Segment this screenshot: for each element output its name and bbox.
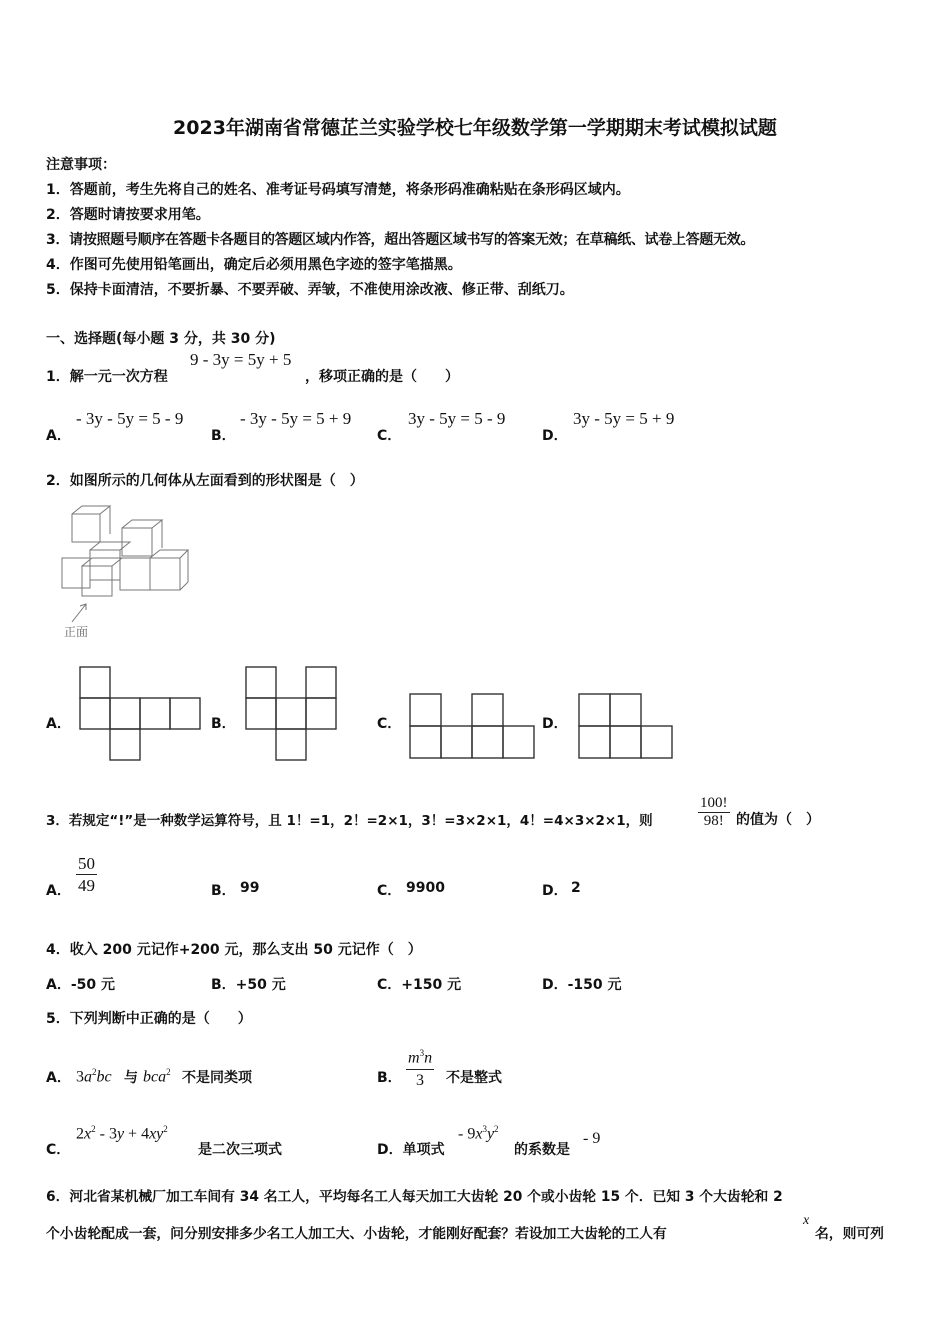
q5-option-c-end: 是二次三项式: [198, 1142, 282, 1158]
notice-heading: 注意事项：: [46, 157, 116, 173]
q6-line1: 6．河北省某机械厂加工车间有 34 名工人，平均每名工人每天加工大齿轮 20 个或小齿轮 15 个．已知 3 个大齿轮和 2: [46, 1189, 783, 1205]
q2-option-a-figure: [78, 665, 202, 763]
q1-option-c: 3y - 5y = 5 - 9: [408, 409, 506, 428]
q1-option-c-label: C．: [377, 428, 402, 444]
q5-option-a-mid: 与: [124, 1070, 138, 1086]
q2-option-c-label: C．: [377, 716, 402, 732]
q3-option-a-numerator: 50: [78, 854, 95, 873]
q5-option-a-label: A．: [46, 1070, 71, 1086]
q1-prefix: 1．解一元一次方程: [46, 369, 168, 385]
figure-caption: 正面: [64, 625, 89, 639]
q3-option-c: 9900: [406, 880, 445, 896]
q2-text: 2．如图所示的几何体从左面看到的形状图是（ ）: [46, 473, 364, 489]
q5-option-a-term1: $3a^2bc$: [76, 1067, 112, 1086]
q2-option-b-label: B．: [211, 716, 236, 732]
q3-option-a-fraction: [76, 853, 97, 896]
q3-option-a-denominator: 49: [78, 876, 95, 895]
q4-option-b: B．+50 元: [211, 977, 286, 993]
q1-option-b: - 3y - 5y = 5 + 9: [240, 409, 352, 428]
q5-option-b-end: 不是整式: [446, 1070, 502, 1086]
q4-option-d: D．-150 元: [542, 977, 622, 993]
q4-option-c: C．+150 元: [377, 977, 462, 993]
q1-option-d: 3y - 5y = 5 + 9: [573, 409, 675, 428]
q5-option-d-label: D．单项式: [377, 1142, 445, 1158]
q3-option-d: 2: [571, 880, 581, 896]
page-title: 2023年湖南省常德芷兰实验学校七年级数学第一学期期末考试模拟试题: [173, 117, 777, 139]
q3-text: 3．若规定“!”是一种数学运算符号，且 1！=1，2！=2×1，3！=3×2×1，4！=4×3×2×1，则: [46, 813, 653, 829]
q6-line2-a: 个小齿轮配成一套，问分别安排多少名工人加工大、小齿轮，才能刚好配套？若设加工大齿轮的工人有: [46, 1226, 667, 1242]
q1-option-b-label: B．: [211, 428, 236, 444]
q3-option-c-label: C．: [377, 883, 402, 899]
q1-option-d-label: D．: [542, 428, 568, 444]
q5-option-a-term2: bca$^2$: [143, 1067, 171, 1086]
q2-option-c-figure: [408, 692, 536, 760]
q6-line2-b: 名，则可列: [815, 1226, 884, 1242]
q3-option-b-label: B．: [211, 883, 236, 899]
q5-option-c-expr: $2x^2 - 3y + 4xy^2$: [76, 1124, 168, 1143]
q3-fraction: [698, 795, 730, 830]
q5-option-c-label: C．: [46, 1142, 71, 1158]
section-heading: 一、选择题(每小题 3 分，共 30 分): [46, 331, 276, 347]
q5-option-a-end: 不是同类项: [182, 1070, 252, 1086]
q5-option-d-expr: - $9x^3y^2$: [458, 1124, 499, 1143]
q3-fraction-denominator: 98!: [703, 813, 724, 829]
q3-suffix: 的值为（ ）: [736, 812, 820, 828]
q5-option-b-fraction: $\frac{m^3n}{3}$: [406, 1042, 434, 1092]
notice-item: 3．请按照题号顺序在答题卡各题目的答题区域内作答，超出答题区域书写的答案无效；在草稿纸、试卷上答题无效。: [46, 232, 755, 248]
q3-fraction-numerator: 100!: [700, 795, 728, 811]
q3-option-b: 99: [240, 880, 260, 896]
q1-option-a-label: A．: [46, 428, 71, 444]
notice-item: 5．保持卡面清洁，不要折暴、不要弄破、弄皱，不准使用涂改液、修正带、刮纸刀。: [46, 282, 574, 298]
q6-variable: x: [803, 1213, 810, 1228]
q2-option-b-figure: [244, 665, 340, 763]
q2-option-a-label: A．: [46, 716, 71, 732]
q1-suffix: ，移项正确的是（ ）: [305, 369, 459, 385]
notice-item: 1．答题前，考生先将自己的姓名、准考证号码填写清楚，将条形码准确粘贴在条形码区域内。: [46, 182, 630, 198]
q1-option-a: - 3y - 5y = 5 - 9: [76, 409, 184, 428]
q1-equation: 9 - 3y = 5y + 5: [190, 350, 292, 369]
notice-item: 2．答题时请按要求用笔。: [46, 207, 210, 223]
q4-option-a: A．-50 元: [46, 977, 116, 993]
q3-option-a-label: A．: [46, 883, 71, 899]
q2-solid-figure: [58, 500, 198, 642]
q5-option-d-value: - 9: [583, 1130, 601, 1147]
q5-option-b-label: B．: [377, 1070, 402, 1086]
q5-text: 5．下列判断中正确的是（ ）: [46, 1011, 252, 1027]
q5-option-d-mid: 的系数是: [514, 1142, 570, 1158]
q2-option-d-label: D．: [542, 716, 568, 732]
q4-text: 4．收入 200 元记作+200 元，那么支出 50 元记作（ ）: [46, 942, 422, 958]
q3-option-d-label: D．: [542, 883, 568, 899]
q2-option-d-figure: [577, 692, 675, 760]
notice-item: 4．作图可先使用铅笔画出，确定后必须用黑色字迹的签字笔描黑。: [46, 257, 462, 273]
